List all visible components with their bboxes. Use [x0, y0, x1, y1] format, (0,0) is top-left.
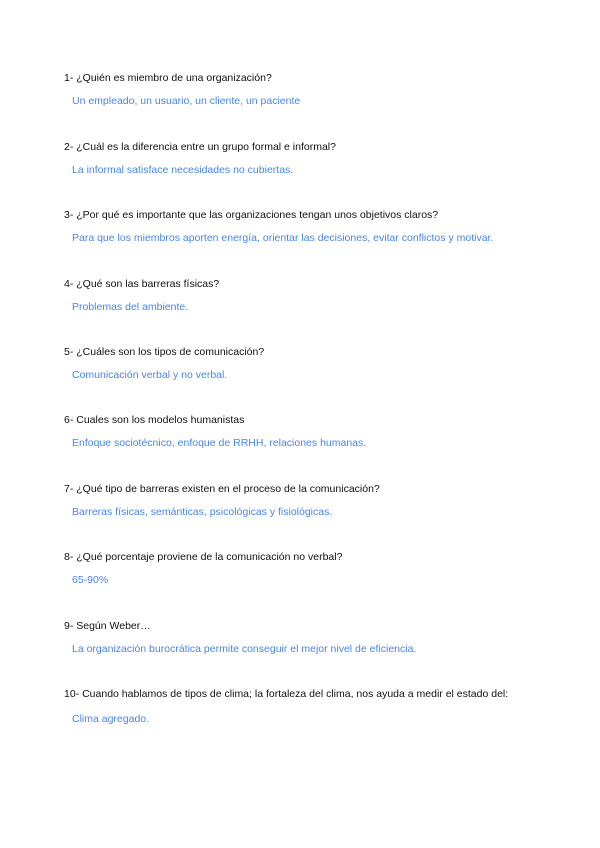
answer-text: Clima agregado. — [72, 713, 150, 725]
answer-text: Un empleado, un usuario, un cliente, un paciente — [72, 95, 301, 107]
question-block-10 — [64, 688, 534, 726]
question-block-9 — [64, 620, 534, 656]
question-text: 8- ¿Qué porcentaje proviene de la comunicación no verbal? — [64, 551, 343, 563]
question-block-1 — [64, 72, 534, 108]
question-text: 10- Cuando hablamos de tipos de clima; la fortaleza del clima, nos ayuda a medir el estado del: — [64, 688, 509, 700]
question-text: 3- ¿Por qué es importante que las organizaciones tengan unos objetivos claros? — [64, 209, 439, 221]
question-block-7 — [64, 483, 534, 519]
question-text: 2- ¿Cuál es la diferencia entre un grupo formal e informal? — [64, 141, 336, 153]
question-text: 7- ¿Qué tipo de barreras existen en el proceso de la comunicación? — [64, 483, 380, 495]
question-text: 6- Cuales son los modelos humanistas — [64, 414, 245, 426]
question-block-2 — [64, 141, 534, 177]
question-block-3 — [64, 209, 534, 245]
question-text: 1- ¿Quién es miembro de una organización? — [64, 72, 272, 84]
question-text: 4- ¿Qué son las barreras físicas? — [64, 278, 220, 290]
question-block-5 — [64, 346, 534, 382]
answer-text: La organización burocrática permite conseguir el mejor nivel de eficiencia. — [72, 643, 417, 655]
answer-text: Problemas del ambiente. — [72, 301, 189, 313]
question-text: 9- Según Weber… — [64, 620, 151, 632]
question-block-8 — [64, 551, 534, 587]
answer-text: Comunicación verbal y no verbal. — [72, 369, 228, 381]
answer-text: La informal satisface necesidades no cubiertas. — [72, 164, 294, 176]
question-block-4 — [64, 278, 534, 314]
question-block-6 — [64, 414, 534, 450]
answer-text: Barreras físicas, semánticas, psicológicas y fisiológicas. — [72, 506, 333, 518]
answer-text: 65-90% — [72, 574, 109, 586]
answer-text: Enfoque sociotécnico, enfoque de RRHH, relaciones humanas. — [72, 437, 367, 449]
question-text: 5- ¿Cuáles son los tipos de comunicación? — [64, 346, 265, 358]
answer-text: Para que los miembros aporten energía, orientar las decisiones, evitar conflictos y motivar. — [72, 232, 494, 244]
